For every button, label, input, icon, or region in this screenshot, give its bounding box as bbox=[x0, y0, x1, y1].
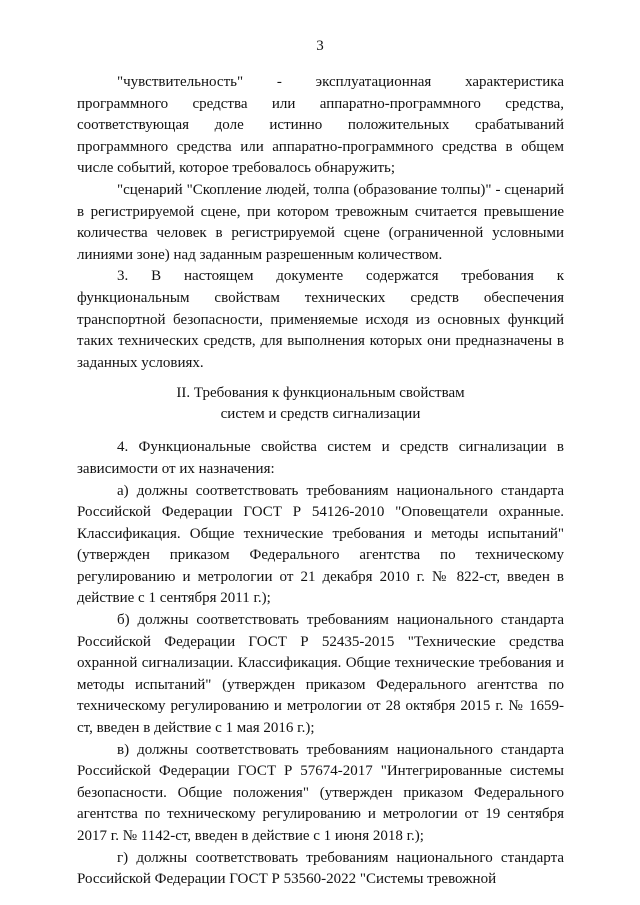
paragraph-4a: а) должны соответствовать требованиям национального стандарта Российской Федерации ГОСТ Р 54126-2010 "Оповещатели охранные. Классификация. Общие технические требования и методы испытаний" (утвержден приказом Федерального агентства по техническому регулированию и метрологии от 21 декабря 2010 г. № 822-ст, введен в действие с 1 сентября 2011 г.); bbox=[77, 482, 564, 607]
paragraph-sensitivity-definition: "чувствительность" - эксплуатационная характеристика программного средства или аппаратно-программного средства, соответствующая доле истинно положительных срабатываний программного средства или аппаратно-программного средства в общем числе событий, которое требовалось обнаружить; bbox=[77, 74, 564, 177]
section-heading-line-1: II. Требования к функциональным свойствам bbox=[176, 385, 465, 402]
section-heading bbox=[77, 383, 564, 425]
paragraph-4v: в) должны соответствовать требованиям национального стандарта Российской Федерации ГОСТ Р 57674-2017 "Интегрированные системы безопасности. Общие положения" (утвержден приказом Федерального агентства по техническому регулированию и метрологии от 19 сентября 2017 г. № 1142-ст, введен в действие с 1 июня 2018 г.); bbox=[77, 741, 564, 844]
paragraph-4: 4. Функциональные свойства систем и средств сигнализации в зависимости от их назначения: bbox=[77, 439, 564, 477]
paragraph-4g: г) должны соответствовать требованиям национального стандарта Российской Федерации ГОСТ Р 53560-2022 "Системы тревожной bbox=[77, 849, 564, 888]
paragraph-3: 3. В настоящем документе содержатся требования к функциональным свойствам технических средств обеспечения транспортной безопасности, применяемые исходя из основных функций таких технических средств, для выполнения которых они предназначены в заданных условиях. bbox=[77, 268, 564, 371]
paragraph-4b: б) должны соответствовать требованиям национального стандарта Российской Федерации ГОСТ Р 52435-2015 "Технические средства охранной сигнализации. Классификация. Общие технические требования и методы испытаний" (утвержден приказом Федерального агентства по техническому регулированию и метрологии от 28 октября 2015 г. № 1659-ст, введен в действие с 1 мая 2016 г.); bbox=[77, 612, 564, 737]
section-heading-line-2: систем и средств сигнализации bbox=[220, 406, 421, 423]
document-body bbox=[77, 72, 564, 891]
paragraph-crowd-scenario-definition: "сценарий "Скопление людей, толпа (образование толпы)" - сценарий в регистрируемой сцене, при котором тревожным считается превышение количества человек в регистрируемой сцене (ограниченной условными линиями зоне) над заданным разрешенным количеством. bbox=[77, 181, 564, 263]
page-number: 3 bbox=[316, 38, 324, 54]
